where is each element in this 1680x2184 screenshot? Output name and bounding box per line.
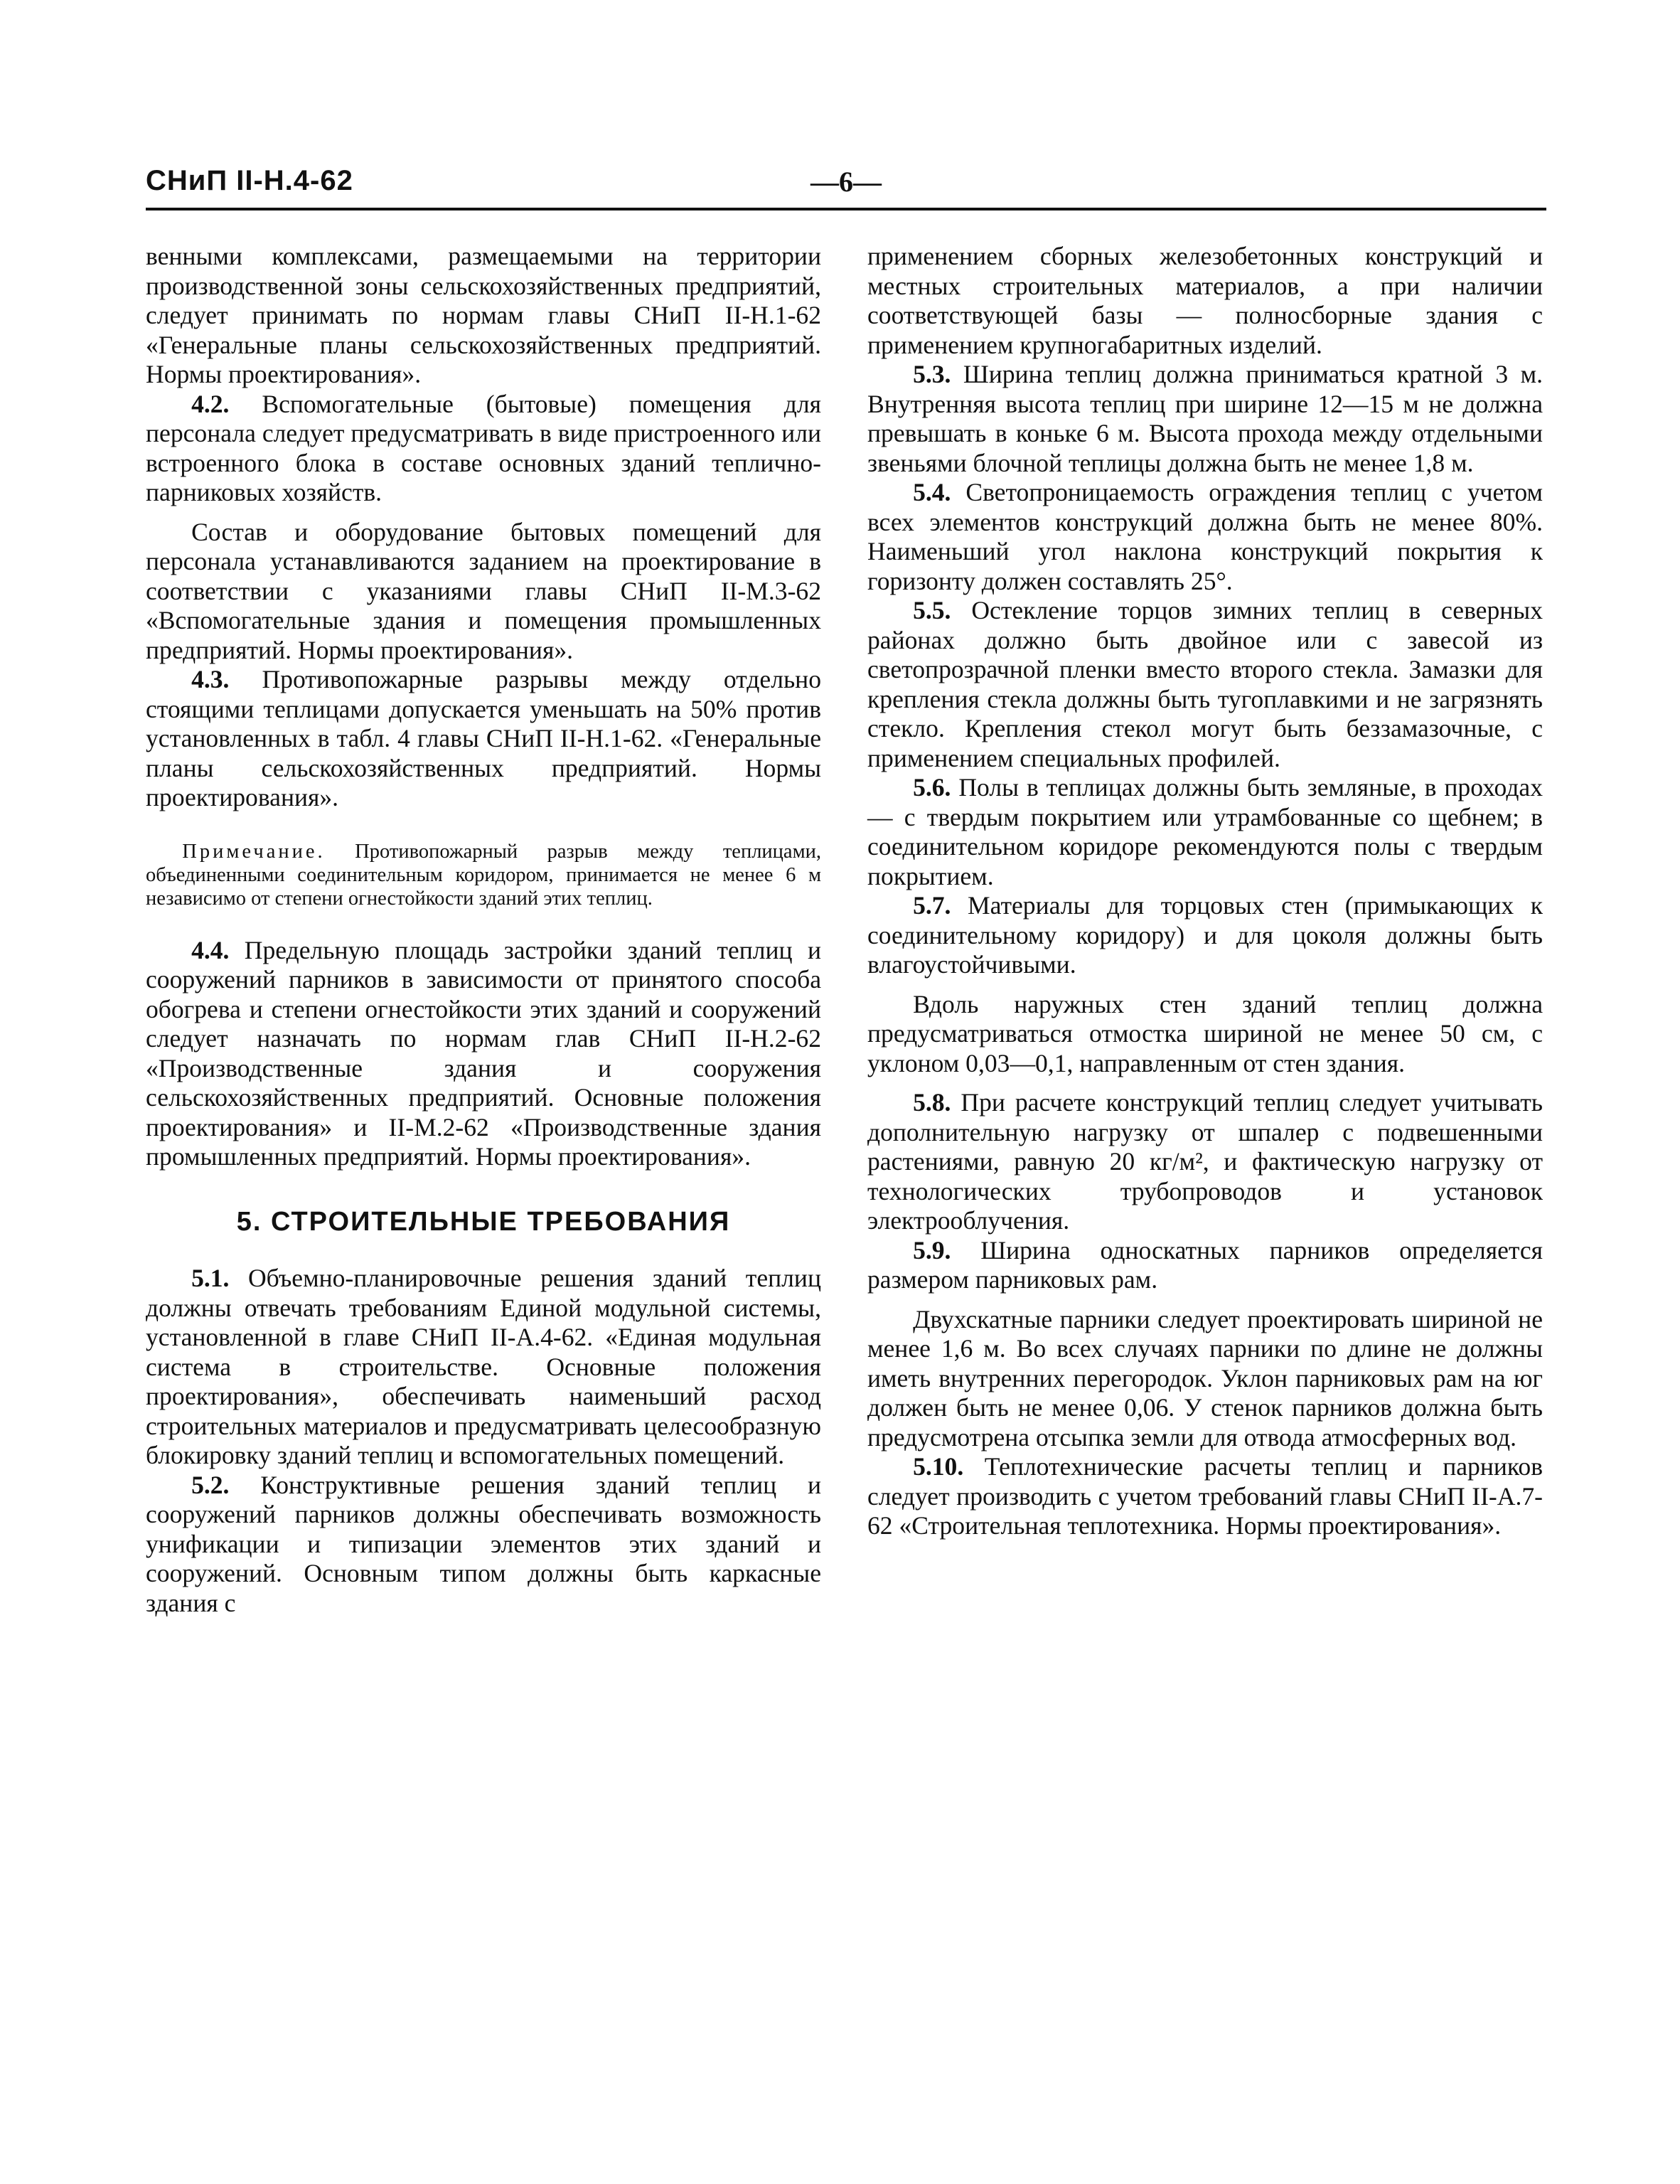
paragraph-5-3: [867, 360, 1543, 478]
clause-number: 5.4.: [913, 478, 951, 506]
paragraph-text: Светопроницаемость ограждения теплиц с учетом всех элементов конструкций должна быть не менее 80%. Наименьший угол наклона конструкций покрытия к горизонту должен составлять 25°.: [867, 478, 1543, 595]
paragraph-text: Конструктивные решения зданий теплиц и сооружений парников должны обеспечивать возможность унификации и типизации элементов этих зданий и сооружений. Основным типом должны быть каркасные здания с: [146, 1470, 821, 1617]
paragraph-4-2: [146, 390, 821, 508]
note-label: Примечание.: [182, 840, 326, 863]
paragraph-text: Ширина односкатных парников определяется размером парниковых рам.: [867, 1235, 1543, 1294]
clause-number: 5.6.: [913, 773, 951, 801]
section-heading: 5. СТРОИТЕЛЬНЫЕ ТРЕБОВАНИЯ: [236, 1206, 731, 1237]
paragraph-5-9: [867, 1236, 1543, 1295]
paragraph-5-7-b: [867, 990, 1543, 1079]
paragraph-4-2-b: [146, 518, 821, 666]
clause-number: 4.4.: [191, 935, 230, 964]
paragraph-5-4: [867, 478, 1543, 596]
paragraph-5-9-b: [867, 1305, 1543, 1453]
paragraph-5-5: [867, 596, 1543, 773]
paragraph-text: Предельную площадь застройки зданий теплиц и сооружений парников в зависимости от принятого способа обогрева и степени огнестойкости этих зданий и сооружений следует назначать по нормам глав СНиП II-Н.2-62 «Производственные здания и сооружения сельскохозяйственных предприятий. Основные положения проектирования» и II-М.2-62 «Производственные здания промышленных предприятий. Нормы проектирования».: [146, 935, 821, 1171]
clause-number: 5.7.: [913, 891, 951, 920]
paragraph-text: Противопожарные разрывы между отдельно стоящими теплицами допускается уменьшать на 50% против установленных в табл. 4 главы СНиП II-Н.1-62. «Генеральные планы сельскохозяйственных предприятий. Нормы проектирования».: [146, 665, 821, 811]
clause-number: 5.1.: [191, 1264, 230, 1292]
paragraph-text: Вспомогательные (бытовые) помещения для персонала следует предусматривать в виде пристроенного или встроенного блока в составе основных зданий теплично-парниковых хозяйств.: [146, 389, 821, 506]
paragraph-continued: [867, 242, 1543, 360]
paragraph-text: Объемно-планировочные решения зданий теплиц должны отвечать требованиям Единой модульной системы, установленной в главе СНиП II-А.4-62. «Единая модульная система в строительстве. Основные положения проектирования», обеспечивать наименьший расход строительных материалов и предусматривать целесообразную блокировку зданий теплиц и вспомогательных помещений.: [146, 1264, 821, 1469]
paragraph-text: При расчете конструкций теплиц следует учитывать дополнительную нагрузку от шпалер с подвешенными растениями, равную 20 кг/м², и фактическую нагрузку от технологических трубопроводов и установок электрооблучения.: [867, 1088, 1543, 1235]
clause-number: 5.2.: [191, 1470, 230, 1499]
paragraph-5-10: [867, 1452, 1543, 1541]
page-header: [146, 165, 1546, 208]
paragraph-4-3: [146, 665, 821, 813]
right-column: [867, 242, 1543, 1541]
paragraph-text: Вдоль наружных стен зданий теплиц должна предусматриваться отмостка шириной не менее 50 см, с уклоном 0,03—0,1, направленным от стен здания.: [867, 989, 1543, 1077]
clause-number: 5.10.: [913, 1452, 964, 1481]
paragraph-text: Состав и оборудование бытовых помещений для персонала устанавливаются заданием на проектирование в соответствии с указаниями главы СНиП II-М.3-62 «Вспомогательные здания и помещения промышленных предприятий. Нормы проектирования».: [146, 517, 821, 664]
document-code: СНиП II-Н.4-62: [146, 165, 353, 196]
paragraph-text: Остекление торцов зимних теплиц в северных районах должно быть двойное или с завесой из светопрозрачной пленки вместо второго стекла. Замазки для крепления стекла должны быть тугоплавкими и не загрязнять стекло. Крепления стекол могут быть беззамазочные, с применением специальных профилей.: [867, 596, 1543, 772]
paragraph-5-7: [867, 891, 1543, 980]
paragraph-4-4: [146, 936, 821, 1172]
paragraph-text: Двухскатные парники следует проектировать шириной не менее 1,6 м. Во всех случаях парники по длине не должны иметь внутренних перегородок. Уклон парниковых рам на юг должен быть не менее 0,06. У стенок парников должна быть предусмотрена отсыпка земли для отвода атмосферных вод.: [867, 1304, 1543, 1451]
paragraph-5-8: [867, 1088, 1543, 1236]
clause-number: 5.3.: [913, 360, 951, 388]
paragraph-5-1: [146, 1264, 821, 1471]
left-column: [146, 242, 821, 1618]
clause-number: 5.5.: [913, 596, 951, 624]
paragraph-text: Материалы для торцовых стен (примыкающих к соединительному коридору) и для цоколя должны быть влагоустойчивыми.: [867, 891, 1543, 979]
header-rule: [146, 208, 1546, 211]
paragraph-intro: [146, 242, 821, 390]
note: [146, 840, 821, 910]
clause-number: 4.2.: [191, 389, 230, 418]
paragraph-text: применением сборных железобетонных конструкций и местных строительных материалов, а при наличии соответствующей базы — полносборные здания с применением крупногабаритных изделий.: [867, 242, 1543, 359]
clause-number: 5.8.: [913, 1088, 951, 1117]
paragraph-text: Ширина теплиц должна приниматься кратной 3 м. Внутренняя высота теплиц при ширине 12—15 м не должна превышать в коньке 6 м. Высота прохода между отдельными звеньями блочной теплицы должна быть не менее 1,8 м.: [867, 360, 1543, 477]
paragraph-text: Полы в теплицах должны быть земляные, в проходах — с твердым покрытием или утрамбованные со щебнем; в соединительном коридоре рекомендуются полы с твердым покрытием.: [867, 773, 1543, 890]
page-number: —6—: [810, 166, 882, 198]
clause-number: 4.3.: [191, 665, 230, 693]
paragraph-text: Теплотехнические расчеты теплиц и парников следует производить с учетом требований главы СНиП II-А.7-62 «Строительная теплотехника. Нормы проектирования».: [867, 1452, 1543, 1540]
note-text: Противопожарный разрыв между теплицами, объединенными соединительным коридором, принимается не менее 6 м независимо от степени огнестойкости зданий этих теплиц.: [146, 840, 821, 910]
paragraph-text: венными комплексами, размещаемыми на территории производственной зоны сельскохозяйственных предприятий, следует принимать по нормам главы СНиП II-Н.1-62 «Генеральные планы сельскохозяйственных предприятий. Нормы проектирования».: [146, 242, 821, 388]
clause-number: 5.9.: [913, 1235, 951, 1264]
paragraph-5-2: [146, 1471, 821, 1619]
paragraph-5-6: [867, 773, 1543, 891]
